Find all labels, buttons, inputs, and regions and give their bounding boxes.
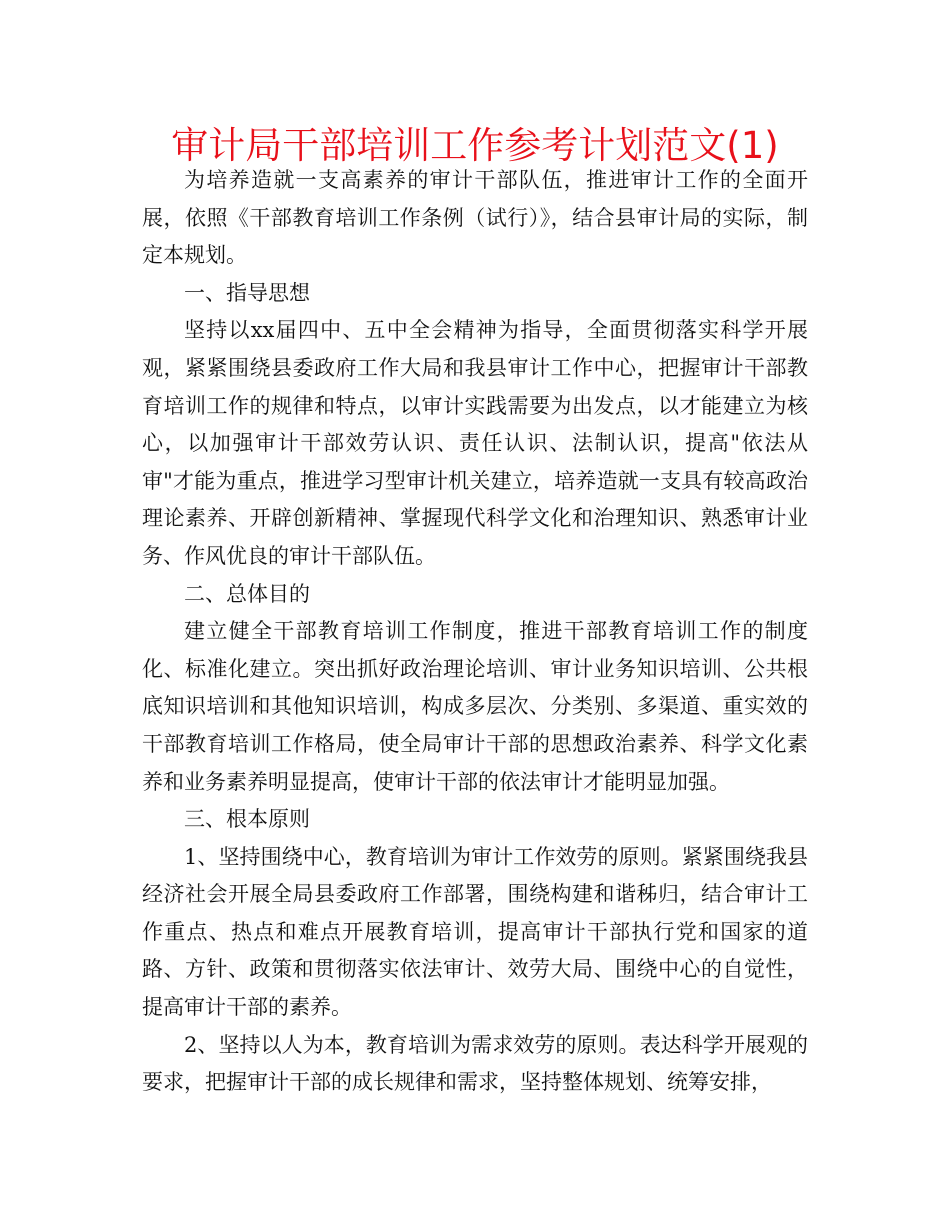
principle-2-paragraph: 2、坚持以人为本，教育培训为需求效劳的原则。表达科学开展观的要求，把握审计干部的成长规律和需求，坚持整体规划、统筹安排， <box>142 1032 808 1095</box>
overall-goal-paragraph: 建立健全干部教育培训工作制度，推进干部教育培训工作的制度化、标准化建立。突出抓好政治理论培训、审计业务知识培训、公共根底知识培训和其他知识培训，构成多层次、分类别、多渠道、重实效的干部教育培训工作格局，使全局审计干部的思想政治素养、科学文化素养和业务素养明显提高，使审计干部的依法审计才能明显加强。 <box>142 619 808 794</box>
section-heading-overall-goal: 二、总体目的 <box>184 581 310 606</box>
document-title: 审计局干部培训工作参考计划范文(1) <box>171 124 779 167</box>
principle-1-paragraph: 1、坚持围绕中心，教育培训为审计工作效劳的原则。紧紧围绕我县经济社会开展全局县委政府工作部署，围绕构建和谐秭归，结合审计工作重点、热点和难点开展教育培训，提高审计干部执行党和国家的道路、方针、政策和贯彻落实依法审计、效劳大局、围绕中心的自觉性，提高审计干部的素养。 <box>142 844 808 1020</box>
section-heading-basic-principles: 三、根本原则 <box>184 807 310 832</box>
section-heading-guiding-ideology: 一、指导思想 <box>184 280 310 305</box>
intro-paragraph: 为培养造就一支高素养的审计干部队伍，推进审计工作的全面开展，依照《干部教育培训工作条例（试行）》，结合县审计局的实际，制定本规划。 <box>142 168 808 268</box>
guiding-ideology-paragraph: 坚持以xx届四中、五中全会精神为指导，全面贯彻落实科学开展观，紧紧围绕县委政府工作大局和我县审计工作中心，把握审计干部教育培训工作的规律和特点，以审计实践需要为出发点，以才能建立为核心，以加强审计干部效劳认识、责任认识、法制认识，提高"依法从审"才能为重点，推进学习型审计机关建立，培养造就一支具有较高政治理论素养、开辟创新精神、掌握现代科学文化和治理知识、熟悉审计业务、作风优良的审计干部队伍。 <box>142 318 808 568</box>
document-body <box>142 162 808 1102</box>
